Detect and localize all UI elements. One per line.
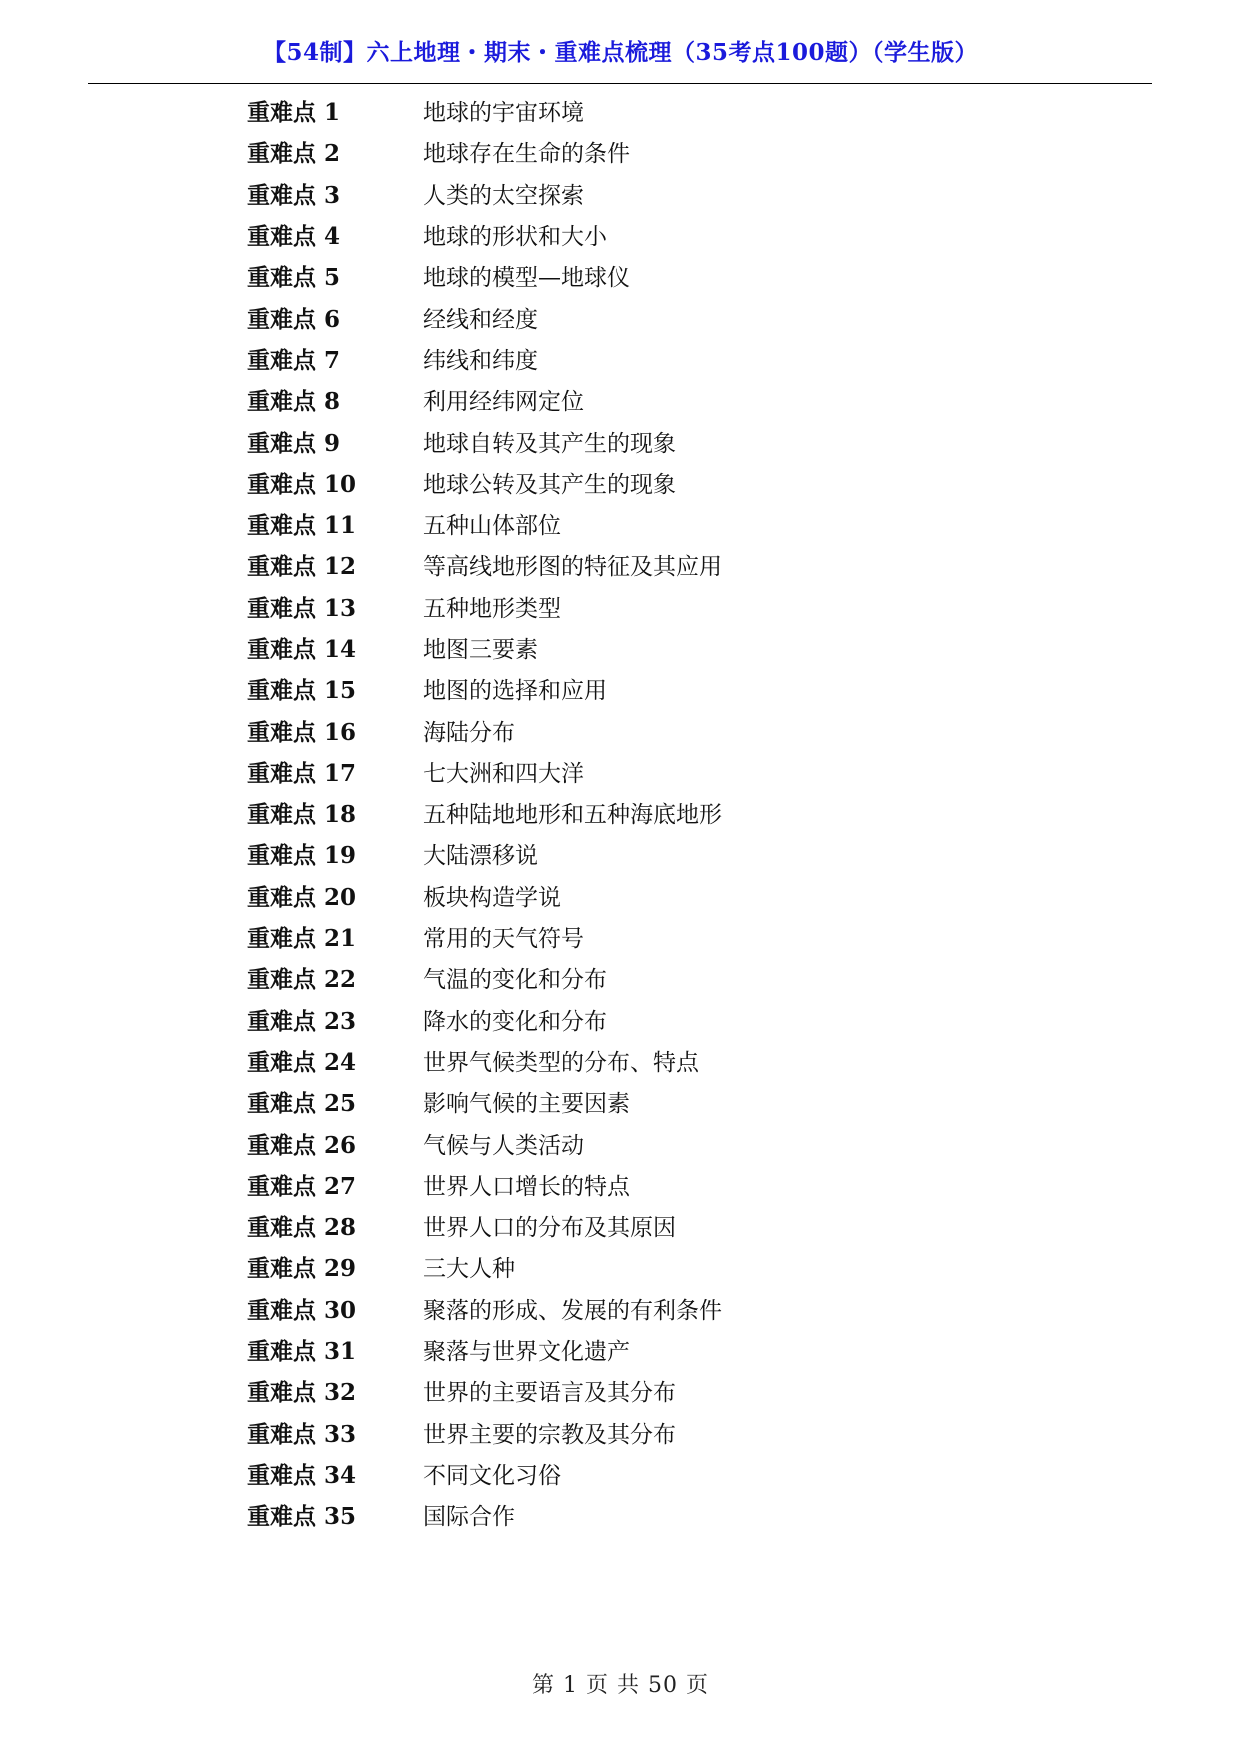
toc-row-title: 七大洲和四大洋 xyxy=(423,760,584,787)
toc-row xyxy=(247,255,1047,296)
toc-row-label: 重难点 33 xyxy=(247,1420,357,1448)
toc-row-title: 地球的宇宙环境 xyxy=(423,100,584,127)
page-footer: 第 1 页 共 50 页 xyxy=(532,1673,709,1698)
toc-row-title: 地图三要素 xyxy=(423,637,538,663)
toc-row-label: 重难点 15 xyxy=(247,677,357,705)
toc-row xyxy=(247,1412,1047,1453)
toc-row xyxy=(247,1164,1047,1205)
toc-row xyxy=(247,627,1047,668)
toc-row-title: 世界人口增长的特点 xyxy=(423,1173,630,1200)
toc-row xyxy=(247,833,1047,874)
toc-row-title: 等高线地形图的特征及其应用 xyxy=(423,554,722,581)
toc-row-label: 重难点 2 xyxy=(247,140,341,168)
toc-row-title: 气温的变化和分布 xyxy=(423,967,607,994)
toc-row-title: 大陆漂移说 xyxy=(423,843,538,870)
toc-row xyxy=(247,379,1047,420)
toc-row xyxy=(247,1040,1047,1081)
toc-row xyxy=(247,1205,1047,1246)
toc-row xyxy=(247,875,1047,916)
toc-row-label: 重难点 18 xyxy=(247,801,357,829)
toc-row xyxy=(247,1453,1047,1494)
toc-row-label: 重难点 35 xyxy=(247,1503,357,1531)
toc-row-label: 重难点 30 xyxy=(247,1296,357,1324)
toc-row-title: 五种陆地地形和五种海底地形 xyxy=(423,802,722,829)
toc-row-title: 人类的太空探索 xyxy=(423,182,584,209)
page-header-title: 【54制】六上地理・期末・重难点梳理（35考点100题）（学生版） xyxy=(262,39,979,66)
toc-row xyxy=(247,668,1047,709)
toc-row-label: 重难点 28 xyxy=(247,1214,357,1242)
toc-row xyxy=(247,1329,1047,1370)
toc-row-label: 重难点 5 xyxy=(247,264,341,292)
toc-row-label: 重难点 16 xyxy=(247,718,357,746)
toc-row-title: 海陆分布 xyxy=(423,719,515,746)
toc-list xyxy=(247,90,1047,1535)
toc-row xyxy=(247,957,1047,998)
toc-row-label: 重难点 10 xyxy=(247,470,357,498)
toc-row xyxy=(247,131,1047,172)
toc-row-title: 世界人口的分布及其原因 xyxy=(423,1215,676,1242)
toc-row-title: 国际合作 xyxy=(423,1504,515,1531)
toc-row xyxy=(247,792,1047,833)
toc-row-label: 重难点 6 xyxy=(247,305,341,333)
toc-row xyxy=(247,503,1047,544)
toc-row-label: 重难点 12 xyxy=(247,553,357,581)
toc-row xyxy=(247,338,1047,379)
toc-row-title: 纬线和纬度 xyxy=(423,347,538,374)
toc-row-title: 地球的形状和大小 xyxy=(423,224,607,251)
toc-row xyxy=(247,916,1047,957)
toc-row-title: 地球的模型—地球仪 xyxy=(423,265,630,292)
toc-row xyxy=(247,1246,1047,1287)
toc-row xyxy=(247,173,1047,214)
toc-row xyxy=(247,709,1047,750)
toc-row-label: 重难点 23 xyxy=(247,1007,357,1035)
toc-row-label: 重难点 21 xyxy=(247,925,357,953)
toc-row-title: 地球存在生命的条件 xyxy=(423,141,630,168)
toc-row-label: 重难点 34 xyxy=(247,1461,357,1489)
toc-row-title: 气候与人类活动 xyxy=(423,1132,584,1159)
toc-row-title: 地图的选择和应用 xyxy=(423,678,607,705)
toc-row-label: 重难点 27 xyxy=(247,1172,357,1200)
toc-row xyxy=(247,1081,1047,1122)
toc-row-title: 地球公转及其产生的现象 xyxy=(423,471,676,498)
toc-row-title: 世界的主要语言及其分布 xyxy=(423,1380,676,1407)
toc-row-title: 地球自转及其产生的现象 xyxy=(423,430,676,457)
toc-row-label: 重难点 4 xyxy=(247,223,341,251)
toc-row-label: 重难点 24 xyxy=(247,1048,357,1076)
toc-row xyxy=(247,462,1047,503)
toc-row xyxy=(247,1494,1047,1535)
toc-row-label: 重难点 11 xyxy=(247,512,357,540)
toc-row-title: 聚落的形成、发展的有利条件 xyxy=(423,1297,722,1324)
toc-row-title: 降水的变化和分布 xyxy=(423,1008,607,1035)
toc-row xyxy=(247,90,1047,131)
toc-row-label: 重难点 8 xyxy=(247,388,341,416)
toc-row-title: 五种地形类型 xyxy=(423,595,561,622)
toc-row xyxy=(247,296,1047,337)
toc-row xyxy=(247,420,1047,461)
toc-row xyxy=(247,1122,1047,1163)
toc-row-title: 不同文化习俗 xyxy=(423,1462,561,1489)
toc-row xyxy=(247,1288,1047,1329)
toc-row-label: 重难点 7 xyxy=(247,346,341,374)
toc-row-label: 重难点 9 xyxy=(247,429,341,457)
toc-row-label: 重难点 32 xyxy=(247,1379,357,1407)
toc-row-label: 重难点 31 xyxy=(247,1338,357,1366)
toc-row-title: 利用经纬网定位 xyxy=(423,389,584,416)
toc-row-title: 板块构造学说 xyxy=(423,884,561,911)
toc-row xyxy=(247,214,1047,255)
header-divider xyxy=(88,83,1152,84)
toc-row-label: 重难点 19 xyxy=(247,842,357,870)
toc-row xyxy=(247,751,1047,792)
toc-row-label: 重难点 3 xyxy=(247,181,341,209)
toc-row xyxy=(247,1370,1047,1411)
toc-row xyxy=(247,586,1047,627)
toc-row-label: 重难点 14 xyxy=(247,636,357,663)
toc-row-title: 世界主要的宗教及其分布 xyxy=(423,1421,676,1448)
toc-row-label: 重难点 1 xyxy=(247,99,341,127)
toc-row-label: 重难点 25 xyxy=(247,1090,357,1118)
toc-row xyxy=(247,999,1047,1040)
toc-row xyxy=(247,544,1047,585)
toc-row-label: 重难点 13 xyxy=(247,594,357,622)
toc-row-title: 世界气候类型的分布、特点 xyxy=(423,1049,699,1076)
toc-row-label: 重难点 22 xyxy=(247,966,357,994)
toc-row-label: 重难点 20 xyxy=(247,883,357,911)
toc-row-label: 重难点 26 xyxy=(247,1131,357,1159)
toc-row-title: 五种山体部位 xyxy=(423,513,561,540)
toc-row-title: 三大人种 xyxy=(423,1256,515,1283)
toc-row-label: 重难点 29 xyxy=(247,1255,357,1283)
toc-row-title: 经线和经度 xyxy=(423,306,538,333)
toc-row-title: 影响气候的主要因素 xyxy=(423,1091,630,1118)
toc-row-label: 重难点 17 xyxy=(247,759,357,787)
toc-row-title: 聚落与世界文化遗产 xyxy=(423,1339,630,1366)
toc-row-title: 常用的天气符号 xyxy=(423,926,584,953)
